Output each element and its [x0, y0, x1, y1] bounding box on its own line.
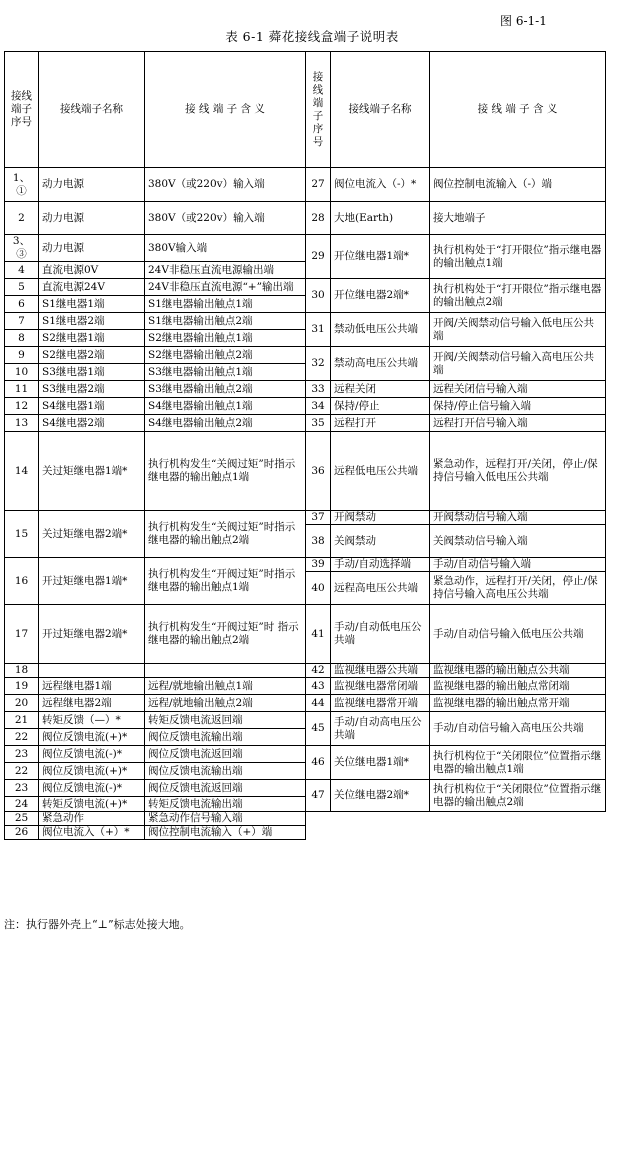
table-row: [5, 826, 606, 840]
right-terminal-meaning: 执行机构位于“关闭限位”位置指示继电器的输出触点1端: [430, 746, 606, 780]
left-terminal-meaning: 380V（或220v）输入端: [145, 168, 306, 202]
table-row: [5, 888, 606, 905]
left-terminal-meaning: 紧急动作信号输入端: [145, 812, 306, 826]
left-terminal-name: 远程继电器1端: [39, 678, 145, 695]
right-terminal-meaning: 阀位控制电流输入（-）端: [430, 168, 606, 202]
right-terminal-number: 39: [306, 558, 331, 572]
header-row: [5, 52, 606, 83]
right-terminal-name: 大地(Earth): [331, 202, 430, 235]
left-terminal-name: S3继电器1端: [39, 364, 145, 381]
left-terminal-meaning: S3继电器输出触点1端: [145, 364, 306, 381]
left-terminal-name: S2继电器1端: [39, 330, 145, 347]
left-terminal-number: 23: [5, 780, 39, 797]
right-terminal-name: 监视继电器常闭端: [331, 678, 430, 695]
table-row: [5, 840, 606, 871]
left-terminal-number: 26: [5, 826, 39, 840]
table-row: [5, 168, 606, 187]
left-terminal-number: 2: [5, 202, 39, 235]
left-terminal-name: 关过矩继电器1端*: [39, 432, 145, 511]
left-terminal-meaning: 阀位反馈电流返回端: [145, 746, 306, 763]
table-row: [5, 279, 606, 296]
right-terminal-meaning: 保持/停止信号输入端: [430, 398, 606, 415]
table-row: [5, 558, 606, 572]
left-terminal-meaning: 24V非稳压直流电源输出端: [145, 262, 306, 279]
left-terminal-number: 24: [5, 797, 39, 812]
left-terminal-number: 19: [5, 678, 39, 695]
right-terminal-number: 43: [306, 678, 331, 695]
table-row: [5, 605, 606, 618]
table-row: [5, 313, 606, 330]
table-row: [5, 871, 606, 888]
left-terminal-meaning: 执行机构发生“开阀过矩”时指示继电器的输出触点1端: [145, 558, 306, 605]
right-terminal-meaning: 接大地端子: [430, 202, 606, 235]
left-terminal-name: 阀位反馈电流(-)*: [39, 780, 145, 797]
table-row: [5, 1146, 606, 1163]
left-terminal-meaning: 转矩反馈电流输出端: [145, 797, 306, 812]
left-terminal-meaning: S2继电器输出触点1端: [145, 330, 306, 347]
left-terminal-meaning: [145, 664, 306, 678]
right-terminal-meaning: 手动/自动信号输入低电压公共端: [430, 605, 606, 664]
left-terminal-name: 阀位反馈电流(+)*: [39, 729, 145, 746]
header-number: 接线端子序号: [5, 52, 39, 168]
right-terminal-number: 34: [306, 398, 331, 415]
right-terminal-number: 38: [306, 525, 331, 558]
left-terminal-meaning: 380V（或220v）输入端: [145, 202, 306, 235]
table-row: [5, 952, 606, 969]
left-terminal-name: S3继电器2端: [39, 381, 145, 398]
left-terminal-number: 14: [5, 432, 39, 511]
left-terminal-number: 6: [5, 296, 39, 313]
right-terminal-name: 开位继电器2端*: [331, 279, 430, 313]
table-row: [5, 1018, 606, 1031]
table-row: [5, 1046, 606, 1061]
left-terminal-number: 22: [5, 729, 39, 746]
left-terminal-name: S1继电器2端: [39, 313, 145, 330]
left-terminal-name: 阀位反馈电流(-)*: [39, 746, 145, 763]
table-row: [5, 712, 606, 729]
right-terminal-name: 阀位电流入（-）*: [331, 168, 430, 202]
right-terminal-number: 45: [306, 712, 331, 746]
right-terminal-name: 关位继电器1端*: [331, 746, 430, 780]
right-terminal-name: 远程高电压公共端: [331, 572, 430, 605]
header-name: 接线端子名称: [331, 52, 430, 168]
left-terminal-name: S2继电器2端: [39, 347, 145, 364]
left-terminal-number: 4: [5, 262, 39, 279]
left-terminal-number: 11: [5, 381, 39, 398]
header-meaning: 接 线 端 子 含 义: [145, 52, 306, 168]
right-terminal-meaning: 远程关闭信号输入端: [430, 381, 606, 398]
table-row: [5, 1099, 606, 1114]
table-row: [5, 664, 606, 678]
left-terminal-number: 23: [5, 746, 39, 763]
left-terminal-name: S4继电器1端: [39, 398, 145, 415]
right-terminal-name: 远程低电压公共端: [331, 432, 430, 511]
left-terminal-number: 12: [5, 398, 39, 415]
table-row: [5, 1061, 606, 1084]
left-terminal-name: [39, 664, 145, 678]
left-terminal-meaning: S1继电器输出触点1端: [145, 296, 306, 313]
left-terminal-number: 21: [5, 712, 39, 729]
right-terminal-meaning: 开阀/关阀禁动信号输入高电压公共端: [430, 347, 606, 381]
right-terminal-meaning: 紧急动作，远程打开/关闭，停止/保持信号输入高电压公共端: [430, 572, 606, 605]
left-terminal-number: 22: [5, 763, 39, 780]
left-terminal-number: 1、①: [5, 168, 39, 202]
left-terminal-meaning: S1继电器输出触点2端: [145, 313, 306, 330]
left-terminal-meaning: S2继电器输出触点2端: [145, 347, 306, 364]
table-title: 表 6-1 蕣花接线盒端子说明表: [225, 29, 399, 44]
right-terminal-name: 禁动低电压公共端: [331, 313, 430, 347]
table-row: [5, 202, 606, 235]
right-terminal-number: 47: [306, 780, 331, 812]
left-terminal-number: 5: [5, 279, 39, 296]
left-terminal-name: S4继电器2端: [39, 415, 145, 432]
table-row: [5, 1114, 606, 1129]
right-terminal-number: 37: [306, 511, 331, 525]
right-terminal-name: 远程打开: [331, 415, 430, 432]
left-terminal-name: 转矩反馈（—）*: [39, 712, 145, 729]
right-terminal-name: 监视继电器常开端: [331, 695, 430, 712]
left-terminal-name: S1继电器1端: [39, 296, 145, 313]
right-terminal-name: 手动/自动低电压公共端: [331, 605, 430, 664]
table-row: [5, 746, 606, 763]
left-terminal-meaning: 执行机构发生“关阀过矩”时指示继电器的输出触点2端: [145, 511, 306, 558]
left-terminal-number: 8: [5, 330, 39, 347]
right-terminal-number: 30: [306, 279, 331, 313]
left-terminal-name: 紧急动作: [39, 812, 145, 826]
left-terminal-name: 开过矩继电器2端*: [39, 605, 145, 664]
right-terminal-meaning: 手动/自动信号输入端: [430, 558, 606, 572]
left-terminal-meaning: 阀位控制电流输入（+）端: [145, 826, 306, 840]
left-terminal-name: 直流电源0V: [39, 262, 145, 279]
right-terminal-meaning: 关阀禁动信号输入端: [430, 525, 606, 558]
left-terminal-number: 17: [5, 605, 39, 664]
right-terminal-number: 46: [306, 746, 331, 780]
table-row: [5, 1129, 606, 1146]
left-terminal-meaning: 执行机构发生“开阀过矩”时 指示继电器的输出触点2端: [145, 605, 306, 664]
right-terminal-meaning: 执行机构位于“关闭限位”位置指示继电器的输出触点2端: [430, 780, 606, 812]
right-terminal-meaning: 开阀禁动信号输入端: [430, 511, 606, 525]
right-terminal-number: 40: [306, 572, 331, 605]
table-row: [5, 511, 606, 525]
left-terminal-meaning: 阀位反馈电流输出端: [145, 763, 306, 780]
left-terminal-meaning: S4继电器输出触点2端: [145, 415, 306, 432]
table-row: [5, 1031, 606, 1046]
left-terminal-number: 13: [5, 415, 39, 432]
left-terminal-number: 16: [5, 558, 39, 605]
table-row: [5, 678, 606, 695]
left-terminal-name: 动力电源: [39, 235, 145, 262]
left-terminal-meaning: 380V输入端: [145, 235, 306, 262]
left-terminal-number: 18: [5, 664, 39, 678]
table-row: [5, 780, 606, 797]
right-terminal-number: 31: [306, 313, 331, 347]
right-terminal-name: 手动/自动选择端: [331, 558, 430, 572]
table-row: [5, 381, 606, 398]
left-terminal-number: 20: [5, 695, 39, 712]
figure-number: 图 6-1-1: [500, 14, 547, 28]
right-terminal-number: 35: [306, 415, 331, 432]
table-row: [5, 695, 606, 712]
left-terminal-name: 阀位反馈电流(+)*: [39, 763, 145, 780]
header-name: 接线端子名称: [39, 52, 145, 168]
right-terminal-name: 手动/自动高电压公共端: [331, 712, 430, 746]
header-number: 接线端子序号: [306, 52, 331, 168]
right-terminal-name: 监视继电器公共端: [331, 664, 430, 678]
table-row: [5, 398, 606, 415]
left-terminal-meaning: 阀位反馈电流输出端: [145, 729, 306, 746]
left-terminal-meaning: 阀位反馈电流返回端: [145, 780, 306, 797]
right-terminal-name: 开位继电器1端*: [331, 235, 430, 279]
left-terminal-meaning: S4继电器输出触点1端: [145, 398, 306, 415]
right-terminal-number: 27: [306, 168, 331, 202]
table-row: [5, 415, 606, 432]
right-terminal-meaning: 监视继电器的输出触点常开端: [430, 695, 606, 712]
right-terminal-meaning: 执行机构处于“打开限位”指示继电器的输出触点1端: [430, 235, 606, 279]
left-terminal-number: 7: [5, 313, 39, 330]
left-terminal-meaning: 远程/就地输出触点2端: [145, 695, 306, 712]
table-row: [5, 1001, 606, 1018]
left-terminal-name: 动力电源: [39, 168, 145, 202]
footnote: 注：执行器外壳上“⊥”标志处接大地。: [4, 918, 191, 931]
right-terminal-name: 禁动高电压公共端: [331, 347, 430, 381]
left-terminal-number: 9: [5, 347, 39, 364]
right-terminal-name: 远程关闭: [331, 381, 430, 398]
left-terminal-name: 关过矩继电器2端*: [39, 511, 145, 558]
right-terminal-meaning: 紧急动作，远程打开/关闭，停止/保持信号输入低电压公共端: [430, 432, 606, 511]
right-terminal-number: 41: [306, 605, 331, 664]
right-terminal-meaning: 监视继电器的输出触点常闭端: [430, 678, 606, 695]
table-row: [5, 432, 606, 478]
terminal-table: [4, 51, 606, 1163]
right-terminal-meaning: 监视继电器的输出触点公共端: [430, 664, 606, 678]
left-terminal-number: 25: [5, 812, 39, 826]
left-terminal-name: 阀位电流入（+）*: [39, 826, 145, 840]
right-terminal-name: 开阀禁动: [331, 511, 430, 525]
left-terminal-name: 直流电源24V: [39, 279, 145, 296]
right-terminal-meaning: 执行机构处于“打开限位”指示继电器的输出触点2端: [430, 279, 606, 313]
table-row: [5, 235, 606, 262]
left-terminal-name: 转矩反馈电流(+)*: [39, 797, 145, 812]
left-terminal-number: 3、③: [5, 235, 39, 262]
table-row: [5, 984, 606, 1001]
left-terminal-name: 开过矩继电器1端*: [39, 558, 145, 605]
left-terminal-meaning: 执行机构发生“关阀过矩”时指示继电器的输出触点1端: [145, 432, 306, 511]
right-terminal-number: 29: [306, 235, 331, 279]
header-meaning: 接 线 端 子 含 义: [430, 52, 606, 168]
table-row: [5, 1084, 606, 1099]
right-terminal-number: 42: [306, 664, 331, 678]
table-row: [5, 812, 606, 826]
table-row: [5, 347, 606, 364]
right-terminal-name: 保持/停止: [331, 398, 430, 415]
left-terminal-number: 15: [5, 511, 39, 558]
right-terminal-name: 关位继电器2端*: [331, 780, 430, 812]
right-terminal-meaning: 手动/自动信号输入高电压公共端: [430, 712, 606, 746]
left-terminal-meaning: 24V非稳压直流电源“+”输出端: [145, 279, 306, 296]
left-terminal-meaning: S3继电器输出触点2端: [145, 381, 306, 398]
right-terminal-number: 28: [306, 202, 331, 235]
table-row: [5, 969, 606, 984]
right-terminal-number: 44: [306, 695, 331, 712]
right-terminal-number: 32: [306, 347, 331, 381]
right-terminal-number: 36: [306, 432, 331, 511]
left-terminal-name: 远程继电器2端: [39, 695, 145, 712]
left-terminal-meaning: 转矩反馈电流返回端: [145, 712, 306, 729]
right-terminal-number: 33: [306, 381, 331, 398]
right-terminal-meaning: 远程打开信号输入端: [430, 415, 606, 432]
left-terminal-name: 动力电源: [39, 202, 145, 235]
right-terminal-name: 关阀禁动: [331, 525, 430, 558]
right-terminal-meaning: 开阀/关阀禁动信号输入低电压公共端: [430, 313, 606, 347]
left-terminal-number: 10: [5, 364, 39, 381]
left-terminal-meaning: 远程/就地输出触点1端: [145, 678, 306, 695]
